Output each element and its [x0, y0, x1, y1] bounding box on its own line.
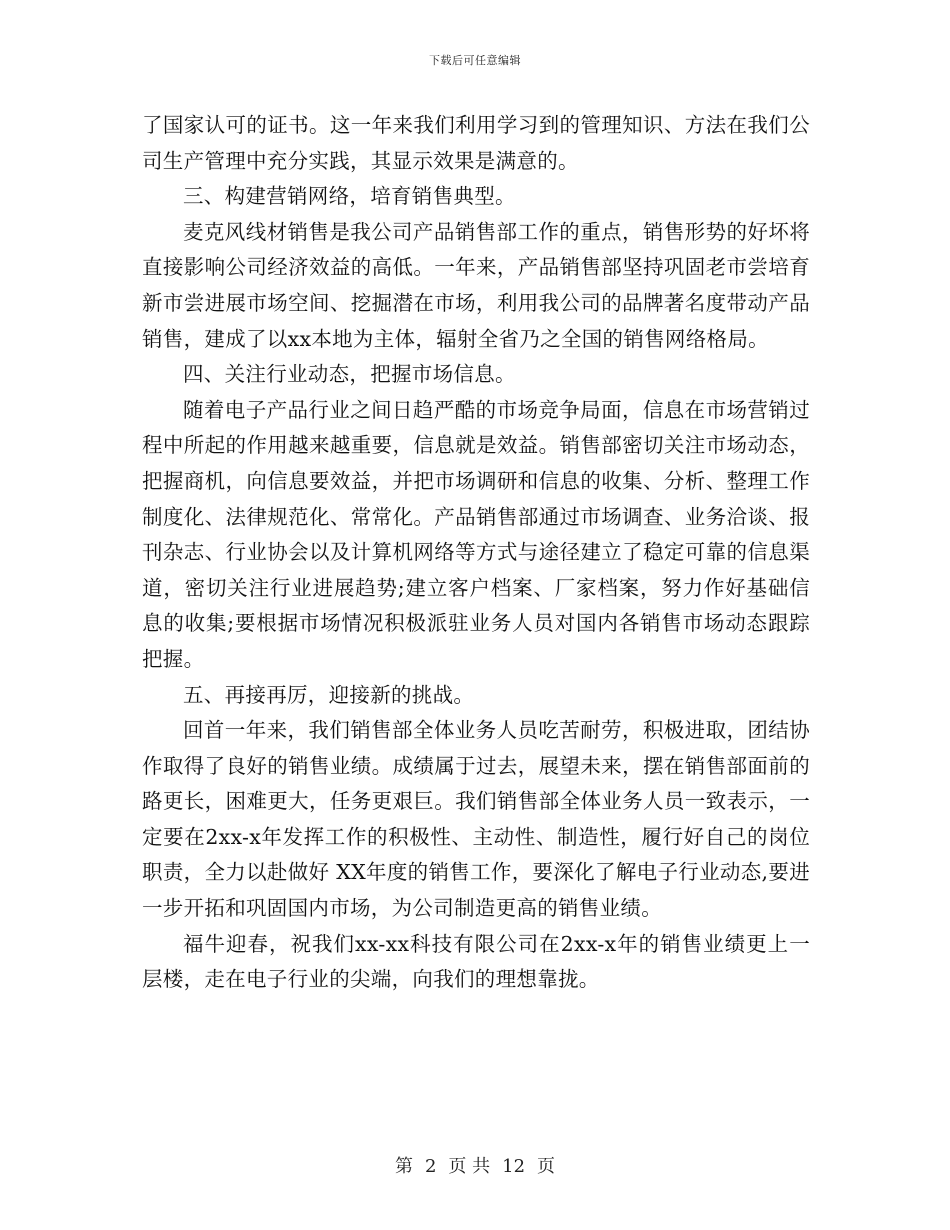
footer-middle: 页 共	[448, 1156, 491, 1177]
paragraph-certificate: 了国家认可的证书。这一年来我们利用学习到的管理知识、方法在我们公司生产管理中充分实践，其显示效果是满意的。	[142, 113, 810, 173]
document-body	[142, 108, 810, 998]
footer-total-pages: 12	[502, 1156, 526, 1177]
footer-prefix: 第	[394, 1156, 413, 1177]
heading-section-five: 五、再接再厉，迎接新的挑战。	[183, 682, 475, 707]
heading-section-three: 三、构建营销网络，培育销售典型。	[183, 184, 516, 209]
paragraph-review-outlook: 回首一年来，我们销售部全体业务人员吃苦耐劳，积极进取，团结协作取得了良好的销售业绩。成绩属于过去，展望未来，摆在销售部面前的路更长，困难更大，任务更艰巨。我们销售部全体业务人员一致表示，一定要在2xx-x年发挥工作的积极性、主动性、制造性，履行好自己的岗位职责，全力以赴做好 XX年度的销售工作，要深化了解电子行业动态,要进一步开拓和巩固国内市场，为公司制造更高的销售业绩。	[142, 718, 810, 921]
page-header-note: 下载后可任意编辑	[429, 54, 521, 67]
page-number-footer	[0, 1152, 950, 1178]
footer-suffix: 页	[537, 1156, 556, 1177]
paragraph-sales-network: 麦克风线材销售是我公司产品销售部工作的重点，销售形势的好坏将直接影响公司经济效益的高低。一年来，产品销售部坚持巩固老市尝培育新市尝进展市场空间、挖掘潜在市场，利用我公司的品牌著名度带动产品销售，建成了以xx本地为主体，辐射全省乃之全国的销售网络格局。	[142, 219, 810, 351]
heading-section-four: 四、关注行业动态，把握市场信息。	[183, 362, 516, 387]
footer-current-page: 2	[424, 1156, 437, 1177]
paragraph-closing-wish: 福牛迎春，祝我们xx-xx科技有限公司在2xx-x年的销售业绩更上一层楼，走在电子行业的尖端，向我们的理想靠拢。	[142, 931, 810, 992]
paragraph-market-info: 随着电子产品行业之间日趋严酷的市场竞争局面，信息在市场营销过程中所起的作用越来越重要，信息就是效益。销售部密切关注市场动态，把握商机，向信息要效益，并把市场调研和信息的收集、分析、整理工作制度化、法律规范化、常常化。产品销售部通过市场调查、业务洽谈、报刊杂志、行业协会以及计算机网络等方式与途径建立了稳定可靠的信息渠道，密切关注行业进展趋势;建立客户档案、厂家档案，努力作好基础信息的收集;要根据市场情况积极派驻业务人员对国内各销售市场动态跟踪把握。	[142, 397, 810, 671]
